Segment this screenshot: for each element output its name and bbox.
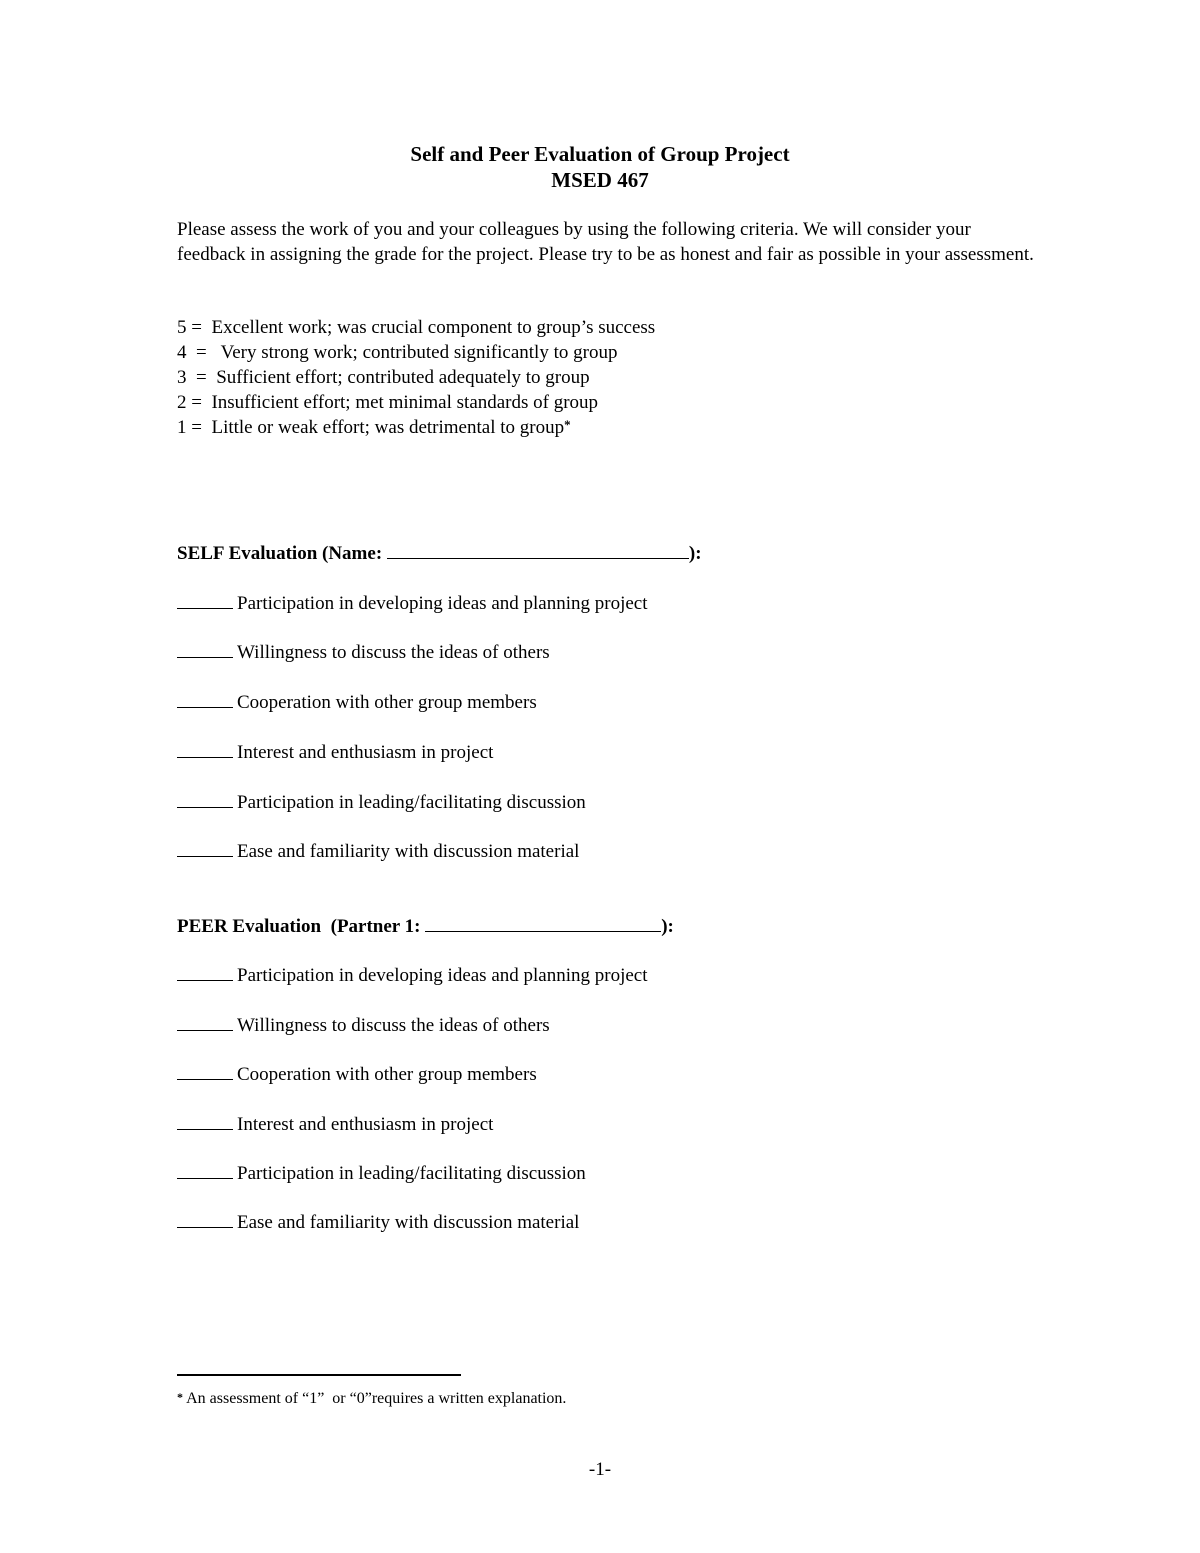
footnote-reference: * — [564, 417, 571, 432]
self-criterion-row — [177, 689, 537, 714]
scale-item-4: 4 = Very strong work; contributed significantly to group — [177, 342, 618, 363]
score-field[interactable] — [177, 962, 233, 981]
score-field[interactable] — [177, 1012, 233, 1031]
page-number: -1- — [588, 1459, 612, 1480]
criterion-label: Willingness to discuss the ideas of others — [237, 642, 550, 663]
self-heading-label: SELF Evaluation (Name: — [177, 543, 387, 564]
document-title: Self and Peer Evaluation of Group Project — [410, 142, 790, 166]
peer-criterion-row — [177, 1160, 586, 1185]
criterion-label: Willingness to discuss the ideas of others — [237, 1015, 550, 1036]
peer-criterion-row — [177, 1061, 537, 1086]
self-criterion-row — [177, 739, 493, 764]
criterion-label: Interest and enthusiasm in project — [237, 742, 494, 763]
peer-criterion-row — [177, 1012, 550, 1037]
instructions-paragraph: Please assess the work of you and your colleagues by using the following criteria. We will consider your feedback in assigning the grade for the project. Please try to be as honest and fair as possible in your assessment. — [177, 219, 1034, 265]
criterion-label: Participation in developing ideas and planning project — [237, 593, 648, 614]
scale-item-3: 3 = Sufficient effort; contributed adequately to group — [177, 367, 590, 388]
score-field[interactable] — [177, 639, 233, 658]
footnote-text: An assessment of “1” or “0”requires a written explanation. — [183, 1390, 567, 1407]
peer-criterion-row — [177, 1209, 579, 1234]
self-criterion-row — [177, 838, 579, 863]
self-evaluation-heading — [177, 540, 702, 565]
self-heading-suffix: ): — [688, 543, 702, 564]
rating-scale — [177, 315, 977, 440]
course-code: MSED 467 — [551, 168, 649, 192]
footnote-divider — [177, 1374, 461, 1376]
footnote-mark: * — [177, 1390, 183, 1404]
criterion-label: Participation in developing ideas and planning project — [237, 965, 648, 986]
self-criterion-row — [177, 590, 648, 615]
footnote — [177, 1390, 566, 1408]
self-criterion-row — [177, 789, 586, 814]
peer-criterion-row — [177, 962, 648, 987]
score-field[interactable] — [177, 739, 233, 758]
peer-heading-suffix: ): — [661, 916, 674, 937]
score-field[interactable] — [177, 689, 233, 708]
criterion-label: Interest and enthusiasm in project — [237, 1114, 494, 1135]
scale-item-1 — [177, 415, 977, 440]
score-field[interactable] — [177, 838, 233, 857]
peer-heading-label: PEER Evaluation (Partner 1: — [177, 916, 426, 937]
score-field[interactable] — [177, 1061, 233, 1080]
criterion-label: Participation in leading/facilitating discussion — [237, 1163, 586, 1184]
score-field[interactable] — [177, 1111, 233, 1130]
score-field[interactable] — [177, 590, 233, 609]
score-field[interactable] — [177, 789, 233, 808]
criterion-label: Participation in leading/facilitating discussion — [237, 792, 586, 813]
criterion-label: Cooperation with other group members — [237, 692, 537, 713]
partner-name-field[interactable] — [425, 913, 661, 932]
peer-criterion-row — [177, 1111, 493, 1136]
scale-item-1-text: 1 = Little or weak effort; was detrimental to group — [177, 417, 565, 438]
scale-item-5: 5 = Excellent work; was crucial component to group’s success — [177, 317, 656, 338]
peer-evaluation-heading — [177, 913, 674, 938]
criterion-label: Cooperation with other group members — [237, 1064, 537, 1085]
scale-item-2: 2 = Insufficient effort; met minimal standards of group — [177, 392, 599, 413]
self-criterion-row — [177, 639, 550, 664]
score-field[interactable] — [177, 1209, 233, 1228]
criterion-label: Ease and familiarity with discussion material — [237, 1212, 580, 1233]
self-name-field[interactable] — [387, 540, 689, 559]
criterion-label: Ease and familiarity with discussion material — [237, 841, 580, 862]
score-field[interactable] — [177, 1160, 233, 1179]
